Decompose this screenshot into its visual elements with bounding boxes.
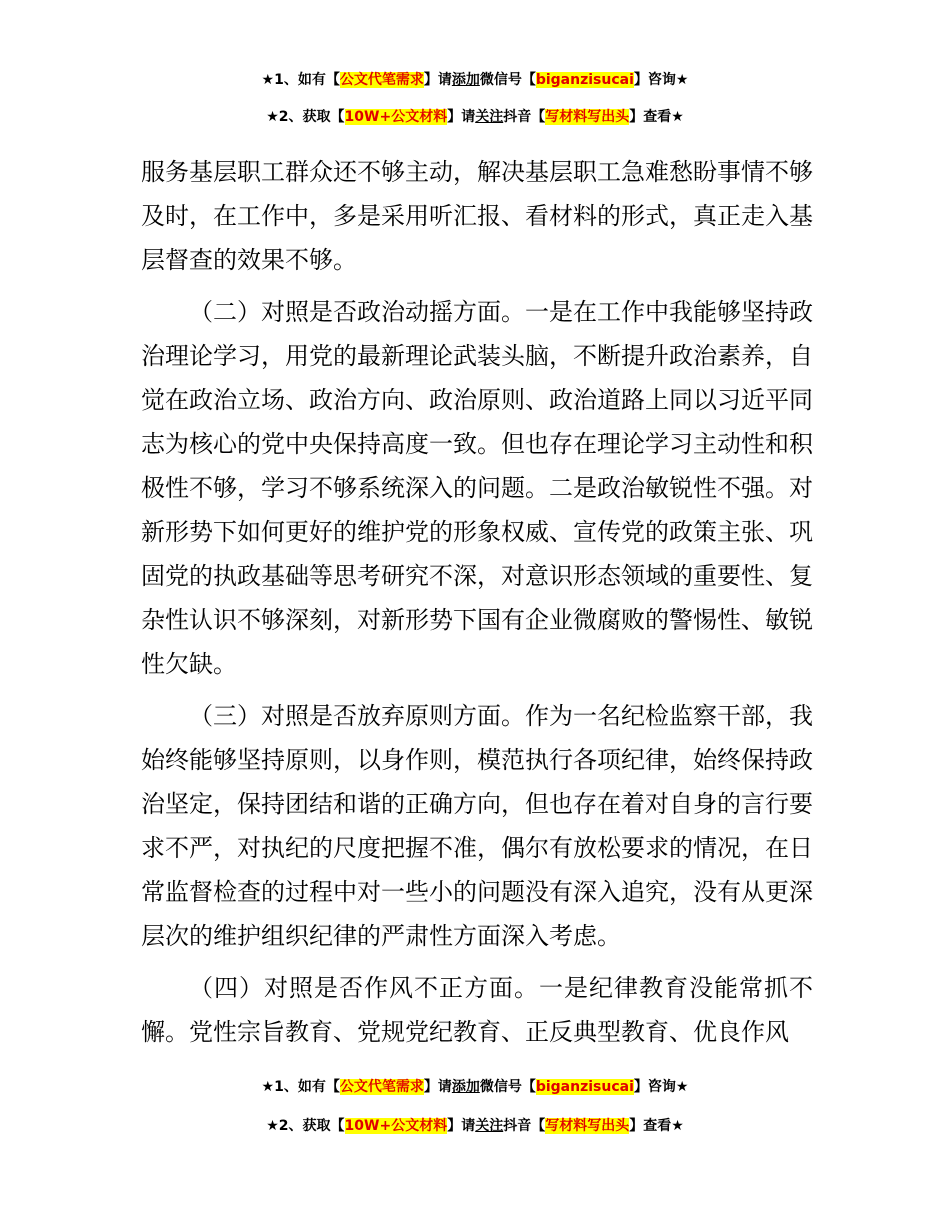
star-icon: ★ (261, 1079, 275, 1095)
body-paragraph-3: （三）对照是否放弃原则方面。作为一名纪检监察干部，我始终能够坚持原则，以身作则，模范执行各项纪律，始终保持政治坚定，保持团结和谐的正确方向，但也存在着对自身的言行要求不严，对执纪的尺度把握不准，偶尔有放松要求的情况，在日常监督检查的过程中对一些小的问题没有深入追究，没有从更深层次的维护组织纪律的严肃性方面深入考虑。 (141, 702, 813, 950)
notice-text: 1、如有【 (274, 1079, 340, 1095)
body-paragraph-4: （四）对照是否作风不正方面。一是纪律教育没能常抓不懈。党性宗旨教育、党规党纪教育、正反典型教育、优良作风 (141, 974, 813, 1046)
notice-text: 】请 (447, 1118, 476, 1134)
notice-text: 抖音【 (503, 109, 546, 125)
footer-notice-line-2 (0, 1117, 950, 1135)
header-notice-line-1 (0, 71, 950, 89)
wechat-id: biganzisucai (535, 1079, 634, 1095)
notice-text: 】咨询 (633, 72, 676, 88)
notice-text: 抖音【 (503, 1118, 546, 1134)
notice-text: 】请 (423, 1079, 452, 1095)
highlight-text: 10W+公文材料 (344, 109, 448, 125)
star-icon: ★ (261, 72, 275, 88)
header-notice-line-2 (0, 108, 950, 126)
footer-notice-line-1 (0, 1078, 950, 1096)
highlight-text: 公文代笔需求 (339, 72, 424, 88)
notice-text: 1、如有【 (274, 72, 340, 88)
notice-text: 】请 (447, 109, 476, 125)
notice-text: 】咨询 (633, 1079, 676, 1095)
star-icon: ★ (671, 109, 684, 125)
notice-text: 】查看 (629, 1118, 672, 1134)
notice-text: 2、获取【 (278, 109, 345, 125)
highlight-text: 公文代笔需求 (339, 1079, 424, 1095)
underlined-text: 关注 (475, 109, 504, 125)
star-icon: ★ (675, 72, 689, 88)
star-icon: ★ (266, 1118, 279, 1134)
underlined-text: 添加 (451, 1079, 480, 1095)
notice-text: 微信号【 (479, 72, 536, 88)
body-paragraph-2: （二）对照是否政治动摇方面。一是在工作中我能够坚持政治理论学习，用党的最新理论武装头脑，不断提升政治素养，自觉在政治立场、政治方向、政治原则、政治道路上同以习近平同志为核心的党中央保持高度一致。但也存在理论学习主动性和积极性不够，学习不够系统深入的问题。二是政治敏锐性不强。对新形势下如何更好的维护党的形象权威、宣传党的政策主张、巩固党的执政基础等思考研究不深，对意识形态领域的重要性、复杂性认识不够深刻，对新形势下国有企业微腐败的警惕性、敏锐性欠缺。 (141, 298, 813, 678)
underlined-text: 添加 (451, 72, 480, 88)
notice-text: 2、获取【 (278, 1118, 345, 1134)
underlined-text: 关注 (475, 1118, 504, 1134)
document-body (141, 150, 813, 1054)
douyin-account: 写材料写出头 (545, 1118, 630, 1134)
star-icon: ★ (266, 109, 279, 125)
wechat-id: biganzisucai (535, 72, 634, 88)
body-paragraph-1: 服务基层职工群众还不够主动，解决基层职工急难愁盼事情不够及时，在工作中，多是采用听汇报、看材料的形式，真正走入基层督查的效果不够。 (141, 158, 813, 274)
douyin-account: 写材料写出头 (545, 109, 630, 125)
star-icon: ★ (675, 1079, 689, 1095)
star-icon: ★ (671, 1118, 684, 1134)
notice-text: 】请 (423, 72, 452, 88)
highlight-text: 10W+公文材料 (344, 1118, 448, 1134)
notice-text: 微信号【 (479, 1079, 536, 1095)
notice-text: 】查看 (629, 109, 672, 125)
